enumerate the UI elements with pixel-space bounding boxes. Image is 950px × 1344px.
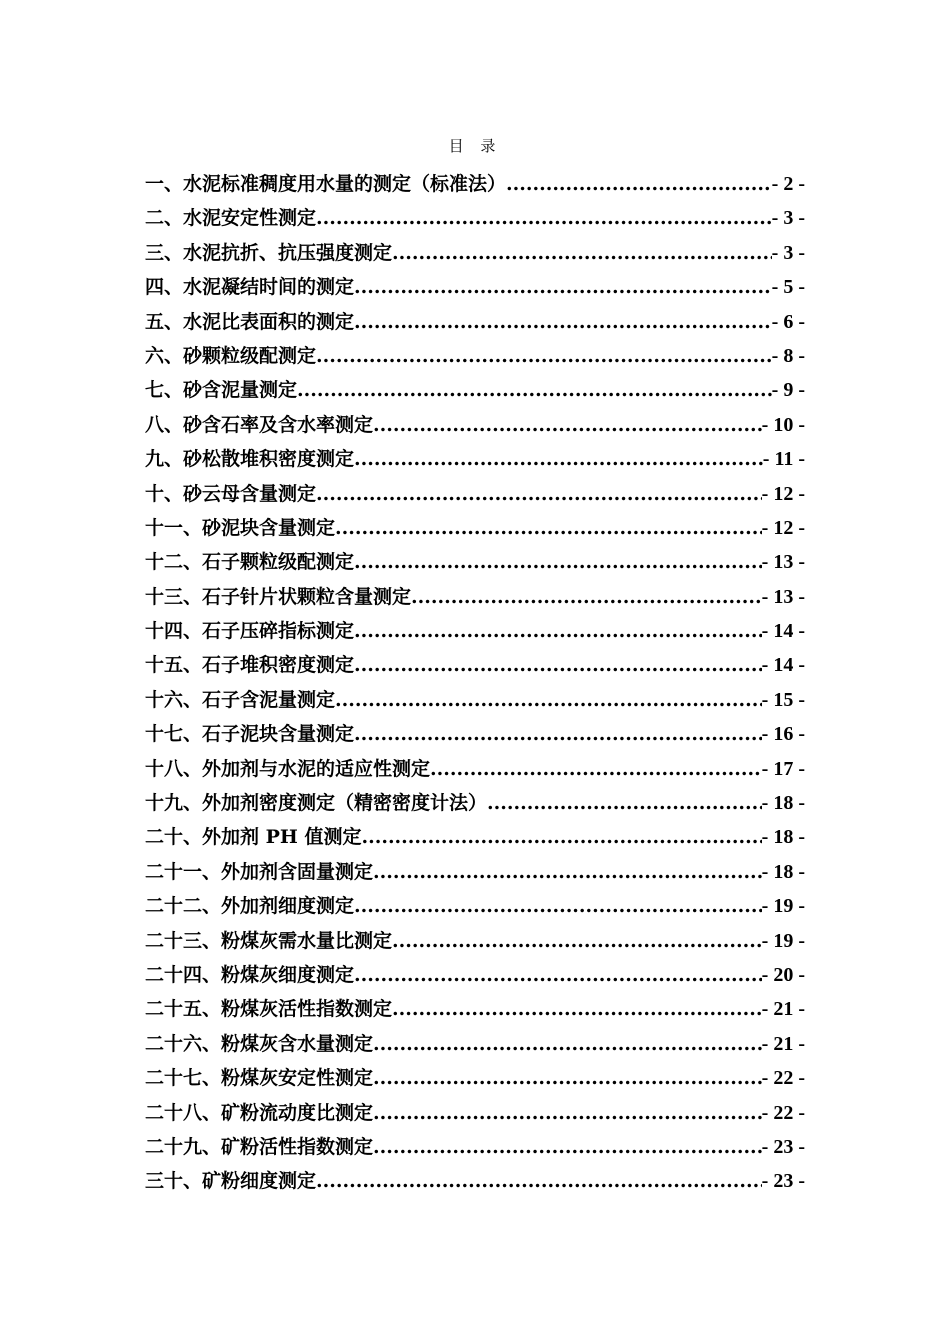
- toc-entry-text: 四、水泥凝结时间的测定: [145, 276, 355, 299]
- toc-leader: [392, 992, 762, 1026]
- toc-entry[interactable]: [145, 339, 805, 373]
- toc-leader: [506, 167, 772, 201]
- toc-entry-text: 三、水泥抗折、抗压强度测定: [145, 241, 393, 264]
- toc-entry-page: - 12 -: [761, 516, 805, 539]
- toc-entry-text: 二十五、粉煤灰活性指数测定: [145, 998, 393, 1021]
- toc-entry-page: - 18 -: [761, 826, 805, 849]
- toc-entry-text: 二十四、粉煤灰细度测定: [145, 963, 355, 986]
- toc-entry-page: - 12 -: [761, 482, 805, 505]
- toc-entry-page: - 19 -: [761, 895, 805, 918]
- toc-entry-page: - 9 -: [771, 379, 805, 402]
- toc-entry[interactable]: [145, 1130, 805, 1164]
- toc-entry-text: 二十一、外加剂含固量测定: [145, 860, 374, 883]
- toc-leader: [373, 1096, 762, 1130]
- toc-entry-text: 六、砂颗粒级配测定: [145, 344, 317, 367]
- toc-entry[interactable]: [145, 580, 805, 614]
- toc-leader: [354, 545, 762, 579]
- toc-entry[interactable]: [145, 511, 805, 545]
- toc-leader: [373, 1130, 762, 1164]
- toc-entry-page: - 15 -: [761, 688, 805, 711]
- toc-entry-page: - 10 -: [761, 413, 805, 436]
- toc-entry[interactable]: [145, 477, 805, 511]
- toc-entry-text: 十、砂云母含量测定: [145, 482, 317, 505]
- toc-entry-page: - 18 -: [761, 792, 805, 815]
- toc-entry[interactable]: [145, 1027, 805, 1061]
- toc-entry-page: - 3 -: [771, 207, 805, 230]
- toc-title: 目 录: [448, 137, 502, 155]
- toc-entry-page: - 6 -: [771, 310, 805, 333]
- toc-entry[interactable]: [145, 992, 805, 1026]
- toc-entry-page: - 21 -: [761, 998, 805, 1021]
- toc-entry-text: 五、水泥比表面积的测定: [145, 310, 355, 333]
- toc-entry-text: 十四、石子压碎指标测定: [145, 620, 355, 643]
- toc-entry[interactable]: [145, 820, 805, 854]
- toc-entry[interactable]: [145, 270, 805, 304]
- toc-entry-page: - 20 -: [761, 963, 805, 986]
- toc-leader: [316, 339, 772, 373]
- toc-entry-text: 二十七、粉煤灰安定性测定: [145, 1067, 374, 1090]
- toc-entry-text: 十六、石子含泥量测定: [145, 688, 336, 711]
- toc-entry[interactable]: [145, 683, 805, 717]
- toc-leader: [373, 408, 762, 442]
- toc-entry-text: 十一、砂泥块含量测定: [145, 516, 336, 539]
- toc-entry[interactable]: [145, 855, 805, 889]
- toc-entry-page: - 14 -: [761, 620, 805, 643]
- toc-entry-text: 二、水泥安定性测定: [145, 207, 317, 230]
- toc-leader: [354, 442, 763, 476]
- toc-leader: [316, 1164, 762, 1198]
- toc-leader: [392, 924, 762, 958]
- toc-entry-page: - 2 -: [771, 173, 805, 195]
- toc-entry-text: 九、砂松散堆积密度测定: [145, 448, 355, 471]
- toc-entry-page: - 13 -: [761, 585, 805, 608]
- toc-entry[interactable]: [145, 717, 805, 751]
- toc-entry[interactable]: [145, 752, 805, 786]
- toc-entry[interactable]: [145, 236, 805, 270]
- toc-entry-page: - 21 -: [761, 1032, 805, 1055]
- toc-entry-page: - 18 -: [761, 860, 805, 883]
- toc-entry-text: 二十九、矿粉活性指数测定: [145, 1135, 374, 1158]
- toc-entry-page: - 13 -: [761, 551, 805, 574]
- toc-leader: [487, 786, 762, 820]
- toc-leader: [335, 683, 762, 717]
- toc-leader: [430, 752, 762, 786]
- toc-leader: [373, 855, 762, 889]
- toc-entry-text: 二十六、粉煤灰含水量测定: [145, 1032, 374, 1055]
- toc-leader: [354, 648, 762, 682]
- toc-leader: [373, 1027, 762, 1061]
- toc-entry-text: 十九、外加剂密度测定（精密密度计法）: [145, 792, 488, 815]
- toc-entry[interactable]: [145, 614, 805, 648]
- toc-leader: [392, 236, 772, 270]
- toc-entry-text: 八、砂含石率及含水率测定: [145, 413, 374, 436]
- toc-entry[interactable]: [145, 648, 805, 682]
- toc-leader: [373, 1061, 762, 1095]
- toc-entry[interactable]: [145, 958, 805, 992]
- toc-entry[interactable]: [145, 545, 805, 579]
- toc-entry[interactable]: [145, 1164, 805, 1198]
- toc-entry-page: - 22 -: [761, 1067, 805, 1090]
- toc-entry[interactable]: [145, 1096, 805, 1130]
- toc-entry-page: - 19 -: [761, 929, 805, 952]
- toc-entry-page: - 14 -: [761, 654, 805, 677]
- toc-entry-text: 十三、石子针片状颗粒含量测定: [145, 585, 412, 608]
- toc-leader: [411, 580, 762, 614]
- toc-leader: [354, 717, 762, 751]
- toc-leader: [297, 373, 772, 407]
- toc-entry-page: - 3 -: [771, 241, 805, 264]
- toc-entry[interactable]: [145, 442, 805, 476]
- toc-leader: [335, 511, 762, 545]
- toc-entry-page: - 5 -: [771, 276, 805, 299]
- toc-leader: [354, 614, 762, 648]
- toc-entry-page: - 17 -: [761, 757, 805, 780]
- toc-entry[interactable]: [145, 786, 805, 820]
- toc-list: [145, 167, 805, 1199]
- toc-leader: [354, 305, 772, 339]
- toc-leader: [354, 958, 762, 992]
- toc-entry[interactable]: [145, 408, 805, 442]
- toc-entry-page: - 22 -: [761, 1101, 805, 1124]
- toc-entry-text: 一、水泥标准稠度用水量的测定（标准法）: [145, 173, 507, 195]
- toc-entry[interactable]: [145, 1061, 805, 1095]
- toc-entry[interactable]: [145, 167, 805, 201]
- toc-entry[interactable]: [145, 201, 805, 235]
- toc-entry-page: - 23 -: [761, 1170, 805, 1193]
- toc-leader: [316, 477, 762, 511]
- toc-entry-page: - 8 -: [771, 344, 805, 367]
- toc-entry-page: - 11 -: [762, 448, 805, 471]
- toc-entry-text: 十五、石子堆积密度测定: [145, 654, 355, 677]
- toc-entry[interactable]: [145, 889, 805, 923]
- toc-entry[interactable]: [145, 373, 805, 407]
- toc-entry-text: 三十、矿粉细度测定: [145, 1170, 317, 1193]
- toc-entry-text: 二十三、粉煤灰需水量比测定: [145, 929, 393, 952]
- toc-entry-text: 七、砂含泥量测定: [145, 379, 298, 402]
- toc-leader: [354, 889, 762, 923]
- toc-entry[interactable]: [145, 924, 805, 958]
- toc-leader: [354, 270, 772, 304]
- toc-entry[interactable]: [145, 305, 805, 339]
- toc-entry-text: 二十二、外加剂细度测定: [145, 895, 355, 918]
- toc-entry-text: 十二、石子颗粒级配测定: [145, 551, 355, 574]
- toc-entry-page: - 16 -: [761, 723, 805, 746]
- toc-entry-text: 二十、外加剂 PH 值测定: [145, 826, 362, 849]
- toc-entry-page: - 23 -: [761, 1135, 805, 1158]
- toc-entry-text: 十七、石子泥块含量测定: [145, 723, 355, 746]
- toc-entry-text: 二十八、矿粉流动度比测定: [145, 1101, 374, 1124]
- toc-leader: [316, 201, 772, 235]
- toc-entry-text: 十八、外加剂与水泥的适应性测定: [145, 757, 431, 780]
- toc-leader: [361, 820, 761, 854]
